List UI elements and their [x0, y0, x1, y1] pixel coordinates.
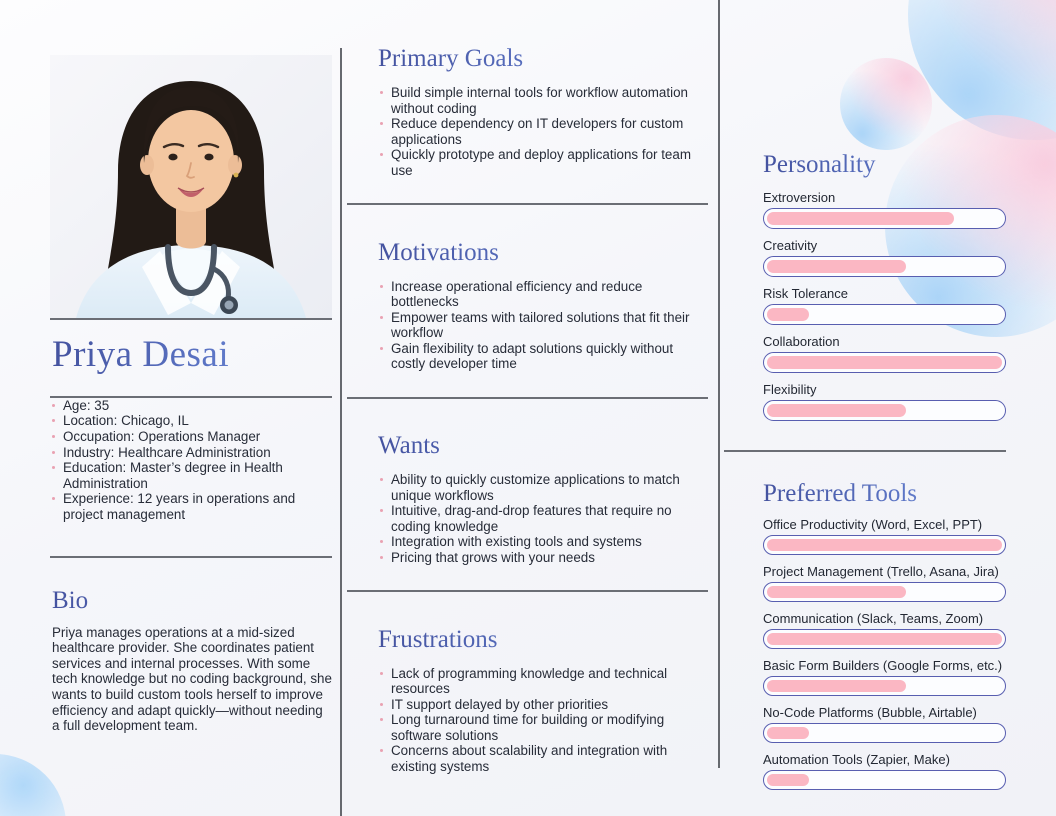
decor-bubble — [840, 58, 932, 150]
bar-label: Project Management (Trello, Asana, Jira) — [763, 564, 999, 579]
bar-row — [763, 517, 1006, 555]
list-item — [378, 116, 710, 147]
bullet-dot-icon — [380, 540, 383, 543]
section-list — [378, 666, 710, 775]
list-item-text: Reduce dependency on IT developers for custom applications — [391, 116, 684, 147]
divider-above-bio — [50, 556, 332, 558]
section-title: Frustrations — [378, 626, 710, 654]
list-item-text: Long turnaround time for building or modifying software solutions — [391, 712, 665, 743]
list-item-text: Lack of programming knowledge and technical resources — [391, 665, 668, 697]
list-item-text: Concerns about scalability and integration with existing systems — [391, 743, 668, 775]
persona-name: Priya Desai — [52, 336, 332, 375]
bar-track — [763, 676, 1006, 696]
bullet-dot-icon — [380, 153, 383, 156]
decor-bubble — [0, 754, 66, 816]
list-item — [378, 147, 710, 178]
bar-track — [763, 582, 1006, 602]
persona-section — [378, 626, 710, 816]
list-item — [50, 460, 332, 491]
bar-label: Creativity — [763, 238, 818, 253]
bar-track — [763, 629, 1006, 649]
divider-vertical-right — [718, 0, 720, 768]
section-title: Wants — [378, 432, 710, 460]
bullet-dot-icon — [380, 749, 383, 752]
list-item — [50, 491, 332, 522]
bar-row — [763, 286, 1006, 325]
bar-fill — [767, 212, 954, 225]
list-item — [50, 413, 332, 429]
bar-fill — [767, 633, 1002, 645]
list-item-text: Build simple internal tools for workflow automation without coding — [391, 85, 688, 116]
portrait-illustration — [50, 55, 332, 318]
divider-right-column — [724, 450, 1006, 452]
personality-bars — [763, 190, 1006, 421]
list-item-text: Experience: 12 years in operations and project management — [63, 491, 296, 522]
persona-section — [378, 239, 710, 433]
bullet-dot-icon — [380, 316, 383, 319]
bar-row — [763, 611, 1006, 649]
tool-bars — [763, 517, 1006, 790]
personality-title: Personality — [763, 151, 1006, 179]
bar-row — [763, 334, 1006, 373]
bullet-dot-icon — [380, 91, 383, 94]
bullet-dot-icon — [380, 556, 383, 559]
bullet-dot-icon — [380, 347, 383, 350]
bullet-dot-icon — [380, 478, 383, 481]
bar-fill — [767, 774, 809, 786]
preferred-tools-title: Preferred Tools — [763, 480, 1006, 508]
list-item — [50, 445, 332, 461]
bar-fill — [767, 356, 1002, 369]
bullet-dot-icon — [52, 435, 55, 438]
list-item-text: Integration with existing tools and systems — [391, 534, 642, 550]
bar-row — [763, 658, 1006, 696]
persona-section — [378, 45, 710, 239]
bar-track — [763, 723, 1006, 743]
bar-track — [763, 400, 1006, 421]
bullet-dot-icon — [380, 703, 383, 706]
list-item — [378, 472, 710, 503]
profile-photo — [50, 55, 332, 318]
section-list — [378, 85, 710, 179]
divider-vertical-mid — [340, 48, 342, 816]
bar-label: Communication (Slack, Teams, Zoom) — [763, 611, 984, 626]
bullet-dot-icon — [380, 285, 383, 288]
list-item — [378, 534, 710, 550]
bar-label: Flexibility — [763, 382, 817, 397]
list-item-text: Location: Chicago, IL — [63, 413, 189, 429]
bar-row — [763, 190, 1006, 229]
section-list — [378, 279, 710, 373]
bar-fill — [767, 586, 906, 598]
bar-label: Collaboration — [763, 334, 840, 349]
bullet-dot-icon — [52, 466, 55, 469]
profile-column — [50, 55, 332, 734]
bar-track — [763, 535, 1006, 555]
list-item-text: Education: Master’s degree in Health Administration — [63, 460, 283, 491]
bullet-dot-icon — [380, 509, 383, 512]
list-item-text: Ability to quickly customize applications to match unique workflows — [391, 472, 680, 503]
sections-column — [378, 45, 710, 816]
bullet-dot-icon — [52, 497, 55, 500]
list-item — [378, 85, 710, 116]
bar-row — [763, 705, 1006, 743]
list-item-text: Quickly prototype and deploy applications for team use — [391, 147, 691, 178]
section-divider — [347, 590, 708, 592]
list-item — [50, 398, 332, 414]
bar-label: Office Productivity (Word, Excel, PPT) — [763, 517, 983, 532]
demographics-list — [50, 398, 332, 523]
list-item — [378, 743, 710, 774]
bullet-dot-icon — [380, 122, 383, 125]
list-item — [50, 429, 332, 445]
bar-track — [763, 304, 1006, 325]
list-item-text: Pricing that grows with your needs — [391, 549, 595, 565]
bar-label: Automation Tools (Zapier, Make) — [763, 752, 950, 767]
bar-fill — [767, 308, 809, 321]
bar-track — [763, 352, 1006, 373]
list-item — [378, 341, 710, 372]
persona-section — [378, 432, 710, 626]
list-item-text: Occupation: Operations Manager — [63, 429, 261, 445]
bar-label: No-Code Platforms (Bubble, Airtable) — [763, 705, 977, 720]
bar-label: Basic Form Builders (Google Forms, etc.) — [763, 658, 1003, 673]
bio-title: Bio — [52, 587, 332, 615]
list-item-text: Industry: Healthcare Administration — [63, 444, 271, 460]
bar-fill — [767, 727, 809, 739]
bar-fill — [767, 404, 906, 417]
section-title: Primary Goals — [378, 45, 710, 73]
section-divider — [347, 203, 708, 205]
section-divider — [347, 397, 708, 399]
bar-row — [763, 382, 1006, 421]
bar-fill — [767, 680, 906, 692]
list-item-text: Age: 35 — [63, 397, 110, 413]
bullet-dot-icon — [52, 419, 55, 422]
list-item-text: IT support delayed by other priorities — [391, 696, 609, 712]
list-item — [378, 712, 710, 743]
list-item-text: Empower teams with tailored solutions that fit their workflow — [391, 309, 690, 341]
bar-label: Risk Tolerance — [763, 286, 849, 301]
list-item-text: Increase operational efficiency and reduce bottlenecks — [391, 278, 643, 310]
list-item — [378, 310, 710, 341]
list-item — [378, 279, 710, 310]
bullet-dot-icon — [52, 404, 55, 407]
bar-track — [763, 256, 1006, 277]
bar-fill — [767, 260, 906, 273]
bullet-dot-icon — [52, 451, 55, 454]
bar-row — [763, 564, 1006, 602]
list-item — [378, 550, 710, 566]
list-item — [378, 503, 710, 534]
bio-text: Priya manages operations at a mid-sized healthcare provider. She coordinates patient services and internal processes. With some tech knowledge but no coding background, she wants to build custom tools herself to improve efficiency and adapt quickly—without needing a full development team. — [52, 624, 332, 734]
bar-track — [763, 208, 1006, 229]
list-item — [378, 666, 710, 697]
divider-under-photo — [50, 318, 332, 320]
stats-column — [763, 151, 1006, 799]
bar-track — [763, 770, 1006, 790]
bullet-dot-icon — [380, 718, 383, 721]
section-list — [378, 472, 710, 566]
list-item-text: Intuitive, drag-and-drop features that require no coding knowledge — [391, 503, 672, 534]
bar-fill — [767, 539, 1002, 551]
section-title: Motivations — [378, 239, 710, 267]
bullet-dot-icon — [380, 672, 383, 675]
list-item-text: Gain flexibility to adapt solutions quickly without costly developer time — [391, 340, 674, 372]
list-item — [378, 697, 710, 713]
bar-label: Extroversion — [763, 190, 836, 205]
bar-row — [763, 238, 1006, 277]
bar-row — [763, 752, 1006, 790]
